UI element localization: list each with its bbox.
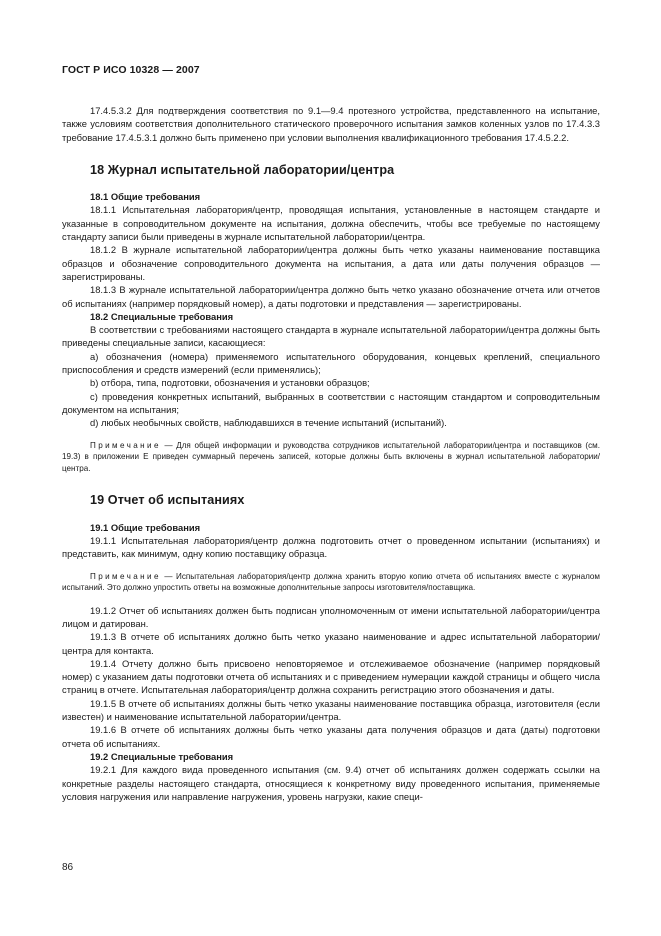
paragraph-18-2-intro: В соответствии с требованиями настоящего стандарта в журнале испытательной лаборатории/центра должны быть приведены специальные записи, касающиеся: <box>62 324 600 349</box>
section-19-heading: 19 Отчет об испытаниях <box>90 493 245 508</box>
note-text: — Испытательная лаборатория/центр должна хранить вторую копию отчета об испытаниях вместе с журналом испытаний. Это должно упростить ответы на возможные дополнительные запросы изготовителя/поставщика. <box>62 571 600 593</box>
paragraph-19-2-1: 19.2.1 Для каждого вида проведенного испытания (см. 9.4) отчет об испытаниях должен содержать ссылки на конкретные разделы настоящего стандарта, относящиеся к конкретному виду проведенного испытания, применяемые условия нагружения или направление нагружения, уровень нагрузки, какие специ- <box>62 764 600 802</box>
note-label: Примечание <box>90 571 161 581</box>
section-18-heading: 18 Журнал испытательной лаборатории/центра <box>90 162 395 177</box>
paragraph-19-1-3: 19.1.3 В отчете об испытаниях должно быть четко указано наименование и адрес испытательной лаборатории/центра для контакта. <box>62 631 600 656</box>
paragraph-19-1-5: 19.1.5 В отчете об испытаниях должны быть четко указаны наименование поставщика образца, изготовителя (если известен) и наименование испытательной лаборатории/центра. <box>62 697 600 723</box>
list-item-d: d) любых необычных свойств, наблюдавшихся в течение испытаний (испытаний). <box>90 417 447 429</box>
page-number: 86 <box>62 862 74 873</box>
running-header: ГОСТ Р ИСО 10328 — 2007 <box>62 64 200 76</box>
subsection-19-1-heading: 19.1 Общие требования <box>90 521 201 533</box>
list-item-b: b) отбора, типа, подготовки, обозначения и установки образцов; <box>90 377 370 389</box>
paragraph-19-1-4: 19.1.4 Отчету должно быть присвоено неповторяемое и отслеживаемое обозначение (например порядковый номер) с указанием даты подготовки отчета об испытаниях и с приведением нумерации каждой страницы и общего числа страниц в отчете. Испытательная лаборатория/центр должна сохранить регистрацию этого обозначения и даты. <box>62 657 600 696</box>
subsection-18-1-heading: 18.1 Общие требования <box>90 191 201 203</box>
list-item-a: a) обозначения (номера) применяемого испытательного оборудования, концевых креплений, специального приспособления и средств измерений (если применялись); <box>62 350 600 376</box>
note-text: — Для общей информации и руководства сотрудников испытательной лаборатории/центра и поставщиков (см. 19.3) в приложении Е приведен суммарный перечень записей, которые должны быть включены в журнал испытательной лаборатории/центра. <box>62 440 600 473</box>
list-item-c: c) проведения конкретных испытаний, выбранных в соответствии с настоящим стандартом и сопроводительным документом на испытания; <box>62 390 600 415</box>
paragraph-18-1-1: 18.1.1 Испытательная лаборатория/центр, проводящая испытания, установленные в настоящем стандарте и указанные в сопроводительном документе на испытания, должна обеспечить, чтобы все требуемые по настоящему стандарту записи были приведены в журнале испытательной лаборатории/центра. <box>62 204 600 243</box>
paragraph-19-1-6: 19.1.6 В отчете об испытаниях должны быть четко указаны дата получения образцов и дата (даты) подготовки отчета об испытаниях. <box>62 724 600 749</box>
paragraph-18-1-2: 18.1.2 В журнале испытательной лаборатории/центра должны быть четко указаны наименование поставщика образцов и обозначение сопроводительного документа на испытания, а дата или даты получения образцов — зарегистрированы. <box>62 244 600 282</box>
paragraph-19-1-1: 19.1.1 Испытательная лаборатория/центр должна подготовить отчет о проведенном испытании (испытаниях) и представить, как минимум, одну копию поставщику образца. <box>62 534 600 560</box>
note-19 <box>62 571 600 594</box>
subsection-19-2-heading: 19.2 Специальные требования <box>90 750 234 762</box>
paragraph-19-1-2: 19.1.2 Отчет об испытаниях должен быть подписан уполномоченным от имени испытательной лаборатории/центра лицом и датирован. <box>62 604 600 629</box>
page-content <box>62 104 600 803</box>
paragraph-18-1-3: 18.1.3 В журнале испытательной лаборатории/центра должно быть четко указано обозначение отчета или отчетов об испытаниях (например порядковый номер), а даты подготовки и представления — зарегистрированы. <box>62 284 600 309</box>
subsection-18-2-heading: 18.2 Специальные требования <box>90 310 234 322</box>
paragraph-17-4-5-3-2: 17.4.5.3.2 Для подтверждения соответствия по 9.1—9.4 протезного устройства, представленного на испытание, также условиям соответствия дополнительного статического проверочного испытания замков коленных узлов по 17.4.3.3 требование 17.4.5.3.1 должно быть применено при условии выполнения квалификационного требования 17.4.5.2.2. <box>62 105 600 143</box>
note-label: Примечание <box>90 440 161 450</box>
note-18 <box>62 440 600 475</box>
